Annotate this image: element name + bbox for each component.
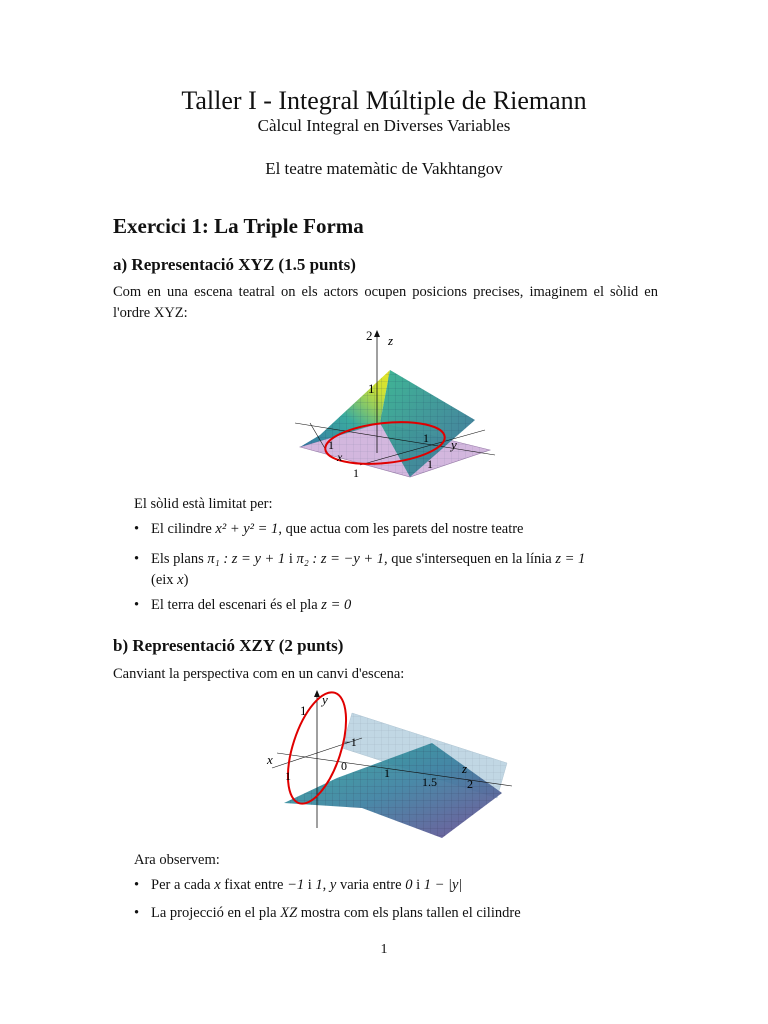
tick-left-1: 1	[328, 438, 334, 452]
axis-label-x: x	[337, 450, 343, 464]
tick-mid-1: 1	[384, 766, 390, 780]
axis-label-y: y	[322, 692, 328, 707]
figure-xzy	[262, 688, 522, 838]
axis-label-z: z	[462, 761, 468, 776]
bullet-dot: •	[134, 521, 140, 537]
tick-y-1: 1	[300, 703, 307, 718]
tick-2: 2	[467, 777, 473, 791]
subsection-heading-b: b) Representació XZY (2 punts)	[113, 636, 344, 655]
axis-label-z: z	[388, 333, 394, 348]
bullet-dot: •	[134, 877, 140, 893]
paragraph-intro-b: Canviant la perspectiva com en un canvi d'escena:	[113, 666, 405, 682]
tick-z-2: 2	[366, 328, 373, 343]
page-subtitle: Càlcul Integral en Diverses Variables	[257, 116, 511, 135]
axis-label-x: x	[267, 752, 273, 767]
tick-y-1: 1	[423, 431, 429, 445]
lead-text-b: Ara observem:	[134, 852, 220, 868]
bullet-dot: •	[134, 597, 140, 613]
tick-right-1: 1	[427, 457, 433, 471]
paragraph-intro-a: Com en una escena teatral on els actors ocupen posicions precises, imaginem el sòlid en l'ordre XYZ:	[113, 284, 658, 321]
tick-z-1: 1	[368, 381, 375, 396]
bullet-dot: •	[134, 905, 140, 921]
tick-minus-1: −1	[344, 735, 357, 749]
bullet-dot: •	[134, 551, 140, 567]
subsection-heading-a: a) Representació XYZ (1.5 punts)	[113, 255, 356, 274]
page-number: 1	[380, 942, 388, 957]
tick-1-5: 1.5	[422, 775, 437, 789]
tick-0: 0	[341, 759, 347, 773]
author-line: El teatre matemàtic de Vakhtangov	[265, 159, 503, 178]
lead-text-a: El sòlid està limitat per:	[134, 496, 273, 512]
page-title: Taller I - Integral Múltiple de Riemann	[181, 86, 587, 115]
figure-xyz	[290, 325, 510, 485]
axis-label-y: y	[451, 437, 457, 452]
tick-x-1: 1	[353, 466, 359, 480]
list-item: • Els plans π₁ : z = y + 1 i π₂ : z = −y + 1, que s'intersequen en la línia z = 1 (eix x)	[134, 551, 586, 588]
section-heading: Exercici 1: La Triple Forma	[113, 214, 364, 238]
tick-x-1: 1	[285, 769, 291, 783]
